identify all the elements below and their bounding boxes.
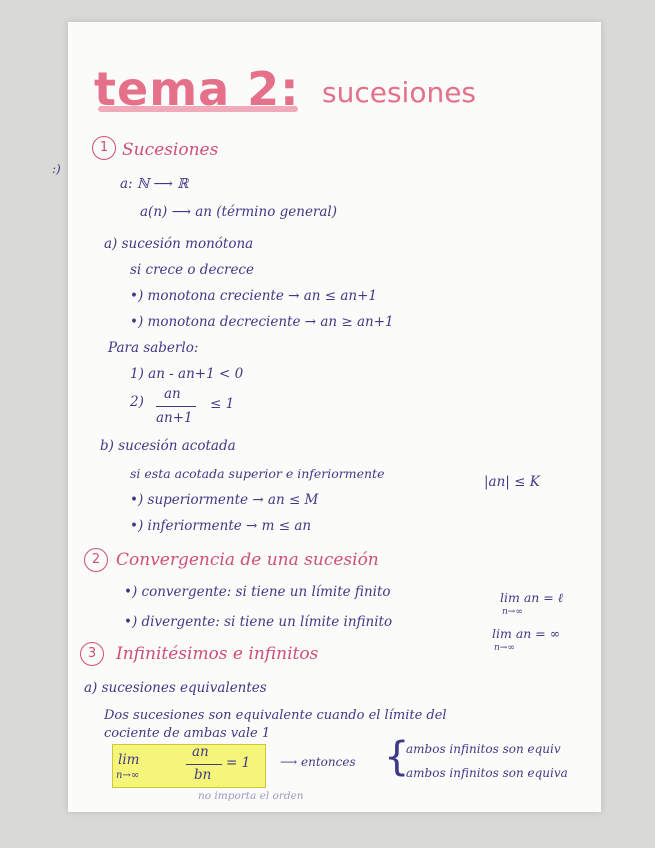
- divergente-limit-sub: n→∞: [494, 643, 515, 653]
- formula-denominator: bn: [194, 767, 212, 783]
- acotada-inferiormente: •) inferiormente → m ≤ an: [130, 518, 312, 534]
- formula-equals: = 1: [226, 755, 251, 771]
- divergente-limit: lim an = ∞: [492, 626, 561, 641]
- method-2-fraction-bar: [156, 406, 196, 407]
- section-heading-infinitesimos: Infinitésimos e infinitos: [116, 644, 319, 664]
- convergente-limit: lim an = ℓ: [500, 590, 563, 605]
- definition-line-1: a: ℕ ⟶ ℝ: [120, 176, 189, 192]
- convergente-item: •) convergente: si tiene un límite finito: [124, 584, 391, 600]
- acotada-condition: |an| ≤ K: [484, 474, 540, 490]
- section-heading-convergencia: Convergencia de una sucesión: [116, 550, 379, 570]
- consequence-2: ambos infinitos son equiva: [406, 766, 568, 780]
- method-2-numerator: an: [164, 386, 181, 402]
- subsection-acotada: b) sucesión acotada: [100, 438, 236, 454]
- formula-lim-sub: n→∞: [116, 770, 140, 781]
- page-subtitle: sucesiones: [322, 76, 477, 109]
- convergente-limit-sub: n→∞: [502, 607, 523, 617]
- acotada-superiormente: •) superiormente → an ≤ M: [130, 492, 319, 508]
- para-saberlo: Para saberlo:: [108, 340, 199, 356]
- monotona-creciente: •) monotona creciente → an ≤ an+1: [130, 288, 378, 304]
- method-2-denominator: an+1: [156, 410, 193, 426]
- divergente-item: •) divergente: si tiene un límite infinito: [124, 614, 393, 630]
- monotona-description: si crece o decrece: [130, 262, 254, 278]
- method-2-relation: ≤ 1: [210, 396, 235, 412]
- section-number-1: 1: [92, 136, 116, 160]
- section-number-2: 2: [84, 548, 108, 572]
- section-number-3: 3: [80, 642, 104, 666]
- acotada-description: si esta acotada superior e inferiormente: [130, 466, 385, 481]
- equivalentes-line-2: cociente de ambas vale 1: [104, 726, 271, 741]
- notebook-page: [52, 22, 601, 812]
- formula-numerator: an: [192, 744, 209, 760]
- order-note: no importa el orden: [198, 790, 304, 802]
- entonces-arrow: ⟶ entonces: [280, 755, 356, 769]
- curly-brace: {: [384, 734, 410, 780]
- monotona-decreciente: •) monotona decreciente → an ≥ an+1: [130, 314, 394, 330]
- formula-fraction-bar: [186, 764, 222, 765]
- page-title: tema 2:: [94, 62, 300, 116]
- definition-line-2: a(n) ⟶ an (término general): [140, 204, 338, 220]
- equivalentes-line-1: Dos sucesiones son equivalente cuando el límite del: [104, 708, 447, 723]
- subsection-monotona: a) sucesión monótona: [104, 236, 254, 252]
- method-1: 1) an - an+1 < 0: [130, 366, 244, 382]
- formula-lim: lim: [118, 752, 140, 768]
- margin-mark: :): [52, 162, 61, 176]
- subsection-equivalentes: a) sucesiones equivalentes: [84, 680, 267, 696]
- section-heading-sucesiones: Sucesiones: [122, 140, 219, 160]
- method-2-label: 2): [130, 394, 144, 410]
- consequence-1: ambos infinitos son equiv: [406, 742, 561, 756]
